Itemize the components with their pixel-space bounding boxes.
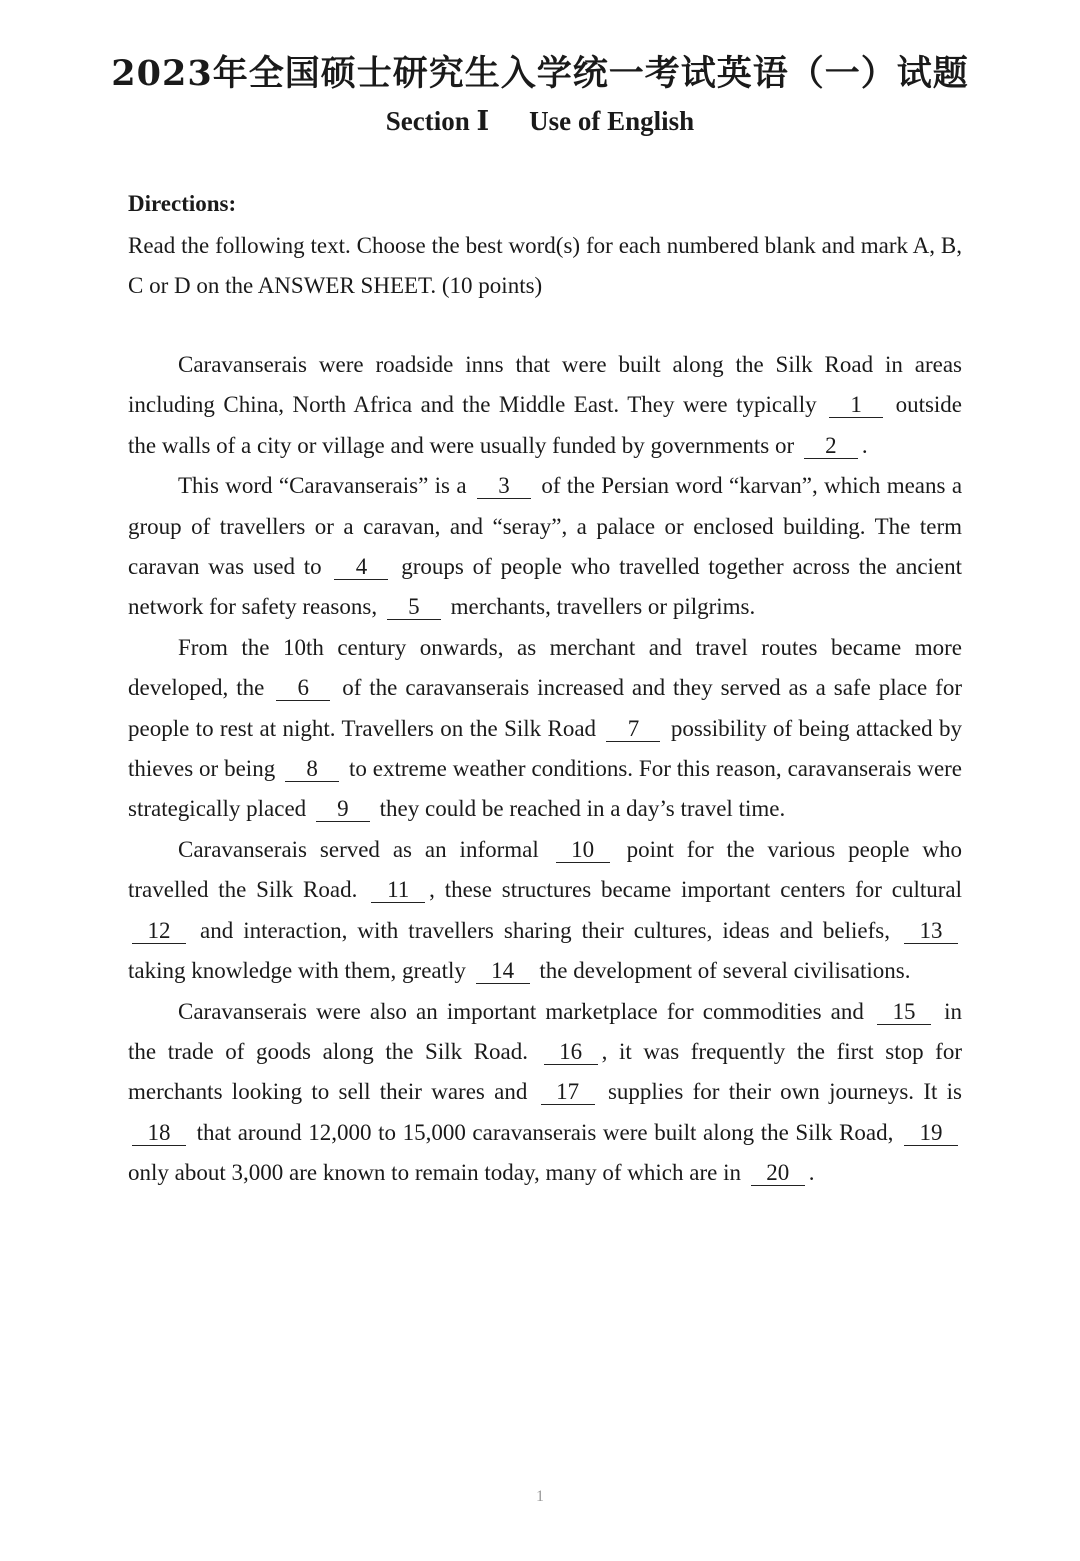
blank-17: 17 [541,1080,595,1105]
blank-1: 1 [829,393,883,418]
passage-text: of the caravanserais increased and they served as a safe place for people to rest at night. Travellers on the Silk Road [128,675,963,741]
section-name: Use of English [529,106,695,136]
blank-13: 13 [904,919,958,944]
passage-text: . [861,432,868,458]
passage-text: This word “Caravanserais” is a [178,473,467,499]
blank-5: 5 [387,595,441,620]
passage-text: only about 3,000 are known to remain today, many of which are in [128,1160,741,1186]
blank-9: 9 [316,797,370,822]
directions-text: Read the following text. Choose the best word(s) for each numbered blank and mark A, B, C or D on the ANSWER SHEET. (10 points) [128,233,962,298]
passage-text: that around 12,000 to 15,000 caravanserais were built along the Silk Road, [196,1119,894,1145]
blank-10: 10 [556,838,610,863]
blank-2: 2 [804,434,858,459]
blank-6: 6 [276,676,330,701]
blank-20: 20 [751,1161,805,1186]
passage-text: . [808,1160,815,1186]
directions-label: Directions: [128,191,237,216]
blank-19: 19 [904,1121,958,1146]
paragraph-3 [128,628,962,830]
paragraph-2 [128,466,962,628]
passage-text: and interaction, with travellers sharing their cultures, ideas and beliefs, [200,917,890,943]
passage-text: possibility of being attacked by thieves or being [128,715,963,782]
section-heading [0,106,1080,137]
paragraph-5 [128,992,962,1194]
passage-text: to extreme weather conditions. For this reason, caravanserais were strategically placed [128,756,963,822]
passage-text: , it was frequently the first stop for merchants looking to sell their wares and [128,1038,963,1105]
blank-14: 14 [476,959,530,984]
passage-text: outside the walls of a city or village and were usually funded by governments or [128,392,963,458]
passage-text: supplies for their own journeys. It is [607,1079,963,1105]
blank-18: 18 [132,1121,186,1146]
blank-16: 16 [544,1040,598,1065]
passage-text: in the trade of goods along the Silk Road. [128,998,963,1064]
passage-text: Caravanserais were roadside inns that were built along the Silk Road in areas including China, North Africa and the Middle East. They were typically [128,352,962,418]
passage-text: , these structures became important centers for cultural [429,877,962,903]
passage-text: taking knowledge with them, greatly [128,958,466,984]
passage-text: point for the various people who travelled the Silk Road. [128,836,962,903]
passage-text: Caravanserais were also an important marketplace for commodities and [178,998,864,1024]
cloze-passage [128,345,962,1194]
passage-text: Caravanserais served as an informal [178,836,539,862]
blank-15: 15 [877,1000,931,1025]
paragraph-4 [128,830,962,992]
section-number: Section Ⅰ [385,106,490,136]
page-number: 1 [536,1488,544,1505]
passage-text: of the Persian word “karvan”, which means a group of travellers or a caravan, and “seray”, a palace or enclosed building. The term caravan was used to [128,473,963,580]
blank-7: 7 [606,717,660,742]
blank-12: 12 [132,919,186,944]
passage-text: the development of several civilisations. [539,958,911,984]
blank-4: 4 [334,555,388,580]
blank-3: 3 [477,474,531,499]
passage-text: From the 10th century onwards, as merchant and travel routes became more developed, the [128,634,962,701]
blank-8: 8 [285,757,339,782]
paragraph-1 [128,345,962,466]
passage-text: merchants, travellers or pilgrims. [450,594,756,620]
passage-text: they could be reached in a day’s travel time. [379,796,786,822]
passage-text: groups of people who travelled together across the ancient network for safety reasons, [128,554,963,620]
page-title: 2023年全国硕士研究生入学统一考试英语（一）试题 [111,53,969,94]
blank-11: 11 [371,878,425,903]
